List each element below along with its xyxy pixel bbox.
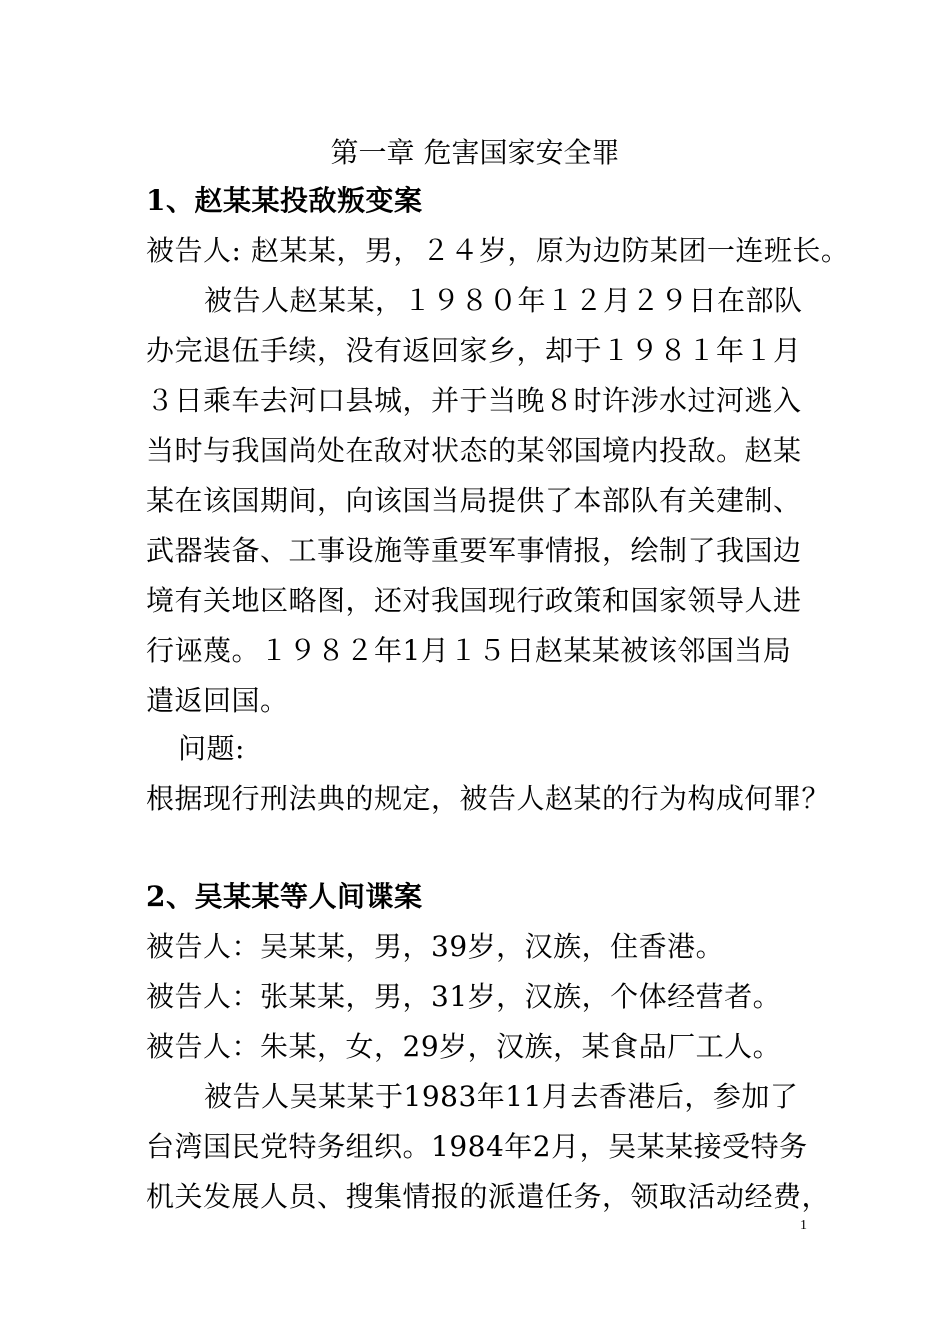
case1-body-line: 境有关地区略图，还对我国现行政策和国家领导人进 — [146, 584, 802, 617]
case1-body-line: 被告人赵某某，１９８０年１２月２９日在部队 — [204, 284, 803, 317]
case1-question: 根据现行刑法典的规定，被告人赵某的行为构成何罪？ — [146, 782, 831, 815]
case1-defendant: 被告人: 赵某某，男，２４岁，原为边防某团一连班长。 — [146, 234, 850, 267]
case1-body-line: 某在该国期间，向该国当局提供了本部队有关建制、 — [146, 484, 802, 517]
case2-heading: 2、吴某某等人间谍案 — [146, 880, 423, 913]
case1-heading: 1、赵某某投敌叛变案 — [146, 184, 423, 217]
case1-body-line: 遣返回国。 — [146, 684, 289, 717]
case1-body-line: 办完退伍手续，没有返回家乡，却于１９８１年１月 — [146, 334, 802, 367]
case2-body-line: 被告人吴某某于1983年11月去香港后，参加了 — [204, 1080, 799, 1113]
case1-body-line: 当时与我国尚处在敌对状态的某邻国境内投敌。赵某 — [146, 434, 802, 467]
case2-defendant: 被告人：吴某某，男，39岁，汉族，住香港。 — [146, 930, 725, 963]
case1-body-line: 行诬蔑。１９８２年1月１５日赵某某被该邻国当局 — [146, 634, 792, 667]
case2-body-line: 机关发展人员、搜集情报的派遣任务，领取活动经费， — [146, 1180, 831, 1213]
case1-question-label: 问题: — [178, 732, 245, 765]
chapter-title: 第一章 危害国家安全罪 — [330, 136, 620, 169]
case1-body-line: 武器装备、工事设施等重要军事情报，绘制了我国边 — [146, 534, 802, 567]
case2-defendant: 被告人：朱某，女，29岁，汉族，某食品厂工人。 — [146, 1030, 782, 1063]
case2-defendant: 被告人：张某某，男，31岁，汉族，个体经营者。 — [146, 980, 782, 1013]
case1-body-line: ３日乘车去河口县城，并于当晚８时许涉水过河逃入 — [146, 384, 802, 417]
page-number: 1 — [800, 1218, 807, 1233]
case2-body-line: 台湾国民党特务组织。1984年2月，吴某某接受特务 — [146, 1130, 808, 1163]
